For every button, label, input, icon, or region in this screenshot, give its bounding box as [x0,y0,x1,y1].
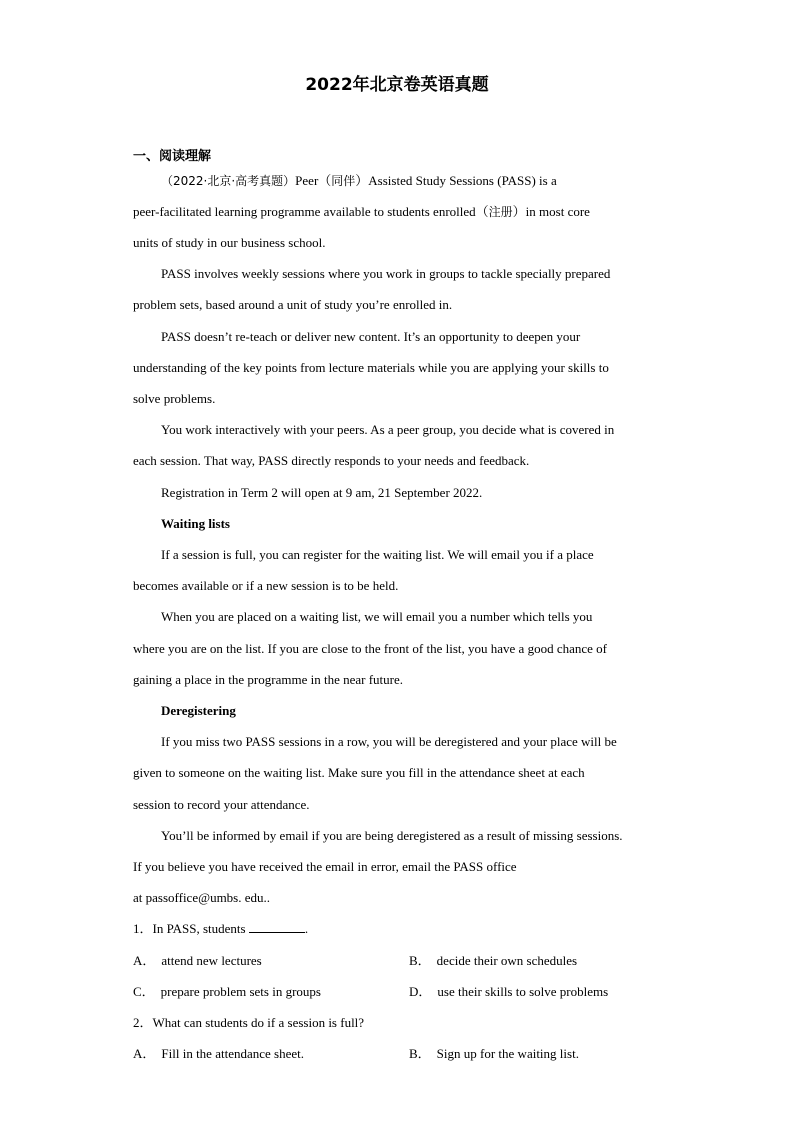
passage-line: given to someone on the waiting list. Make sure you fill in the attendance sheet at each [133,765,585,780]
option-d[interactable] [409,983,608,1001]
passage-line: problem sets, based around a unit of study you’re enrolled in. [133,297,453,312]
passage-line: session to record your attendance. [133,797,310,812]
option-letter: B． [409,953,431,968]
option-a[interactable] [133,1045,304,1063]
passage-line: You’ll be informed by email if you are being deregistered as a result of missing sessions. [161,828,623,843]
option-text: prepare problem sets in groups [160,984,321,999]
passage-line [133,203,590,221]
passage-line: If a session is full, you can register for the waiting list. We will email you if a place [161,547,594,562]
passage-line: units of study in our business school. [133,235,326,250]
gloss-cn: 注册 [488,205,513,219]
gloss-cn: 同伴 [331,174,356,188]
option-b[interactable] [409,1045,579,1063]
option-letter: D． [409,984,432,999]
source-tag: （2022·北京·高考真题） [161,174,296,188]
passage-line: where you are on the list. If you are close to the front of the list, you have a good chance of [133,641,607,656]
option-text: decide their own schedules [436,953,578,968]
question-stem: 2．What can students do if a session is full? [133,1015,365,1030]
question-stem [133,920,308,938]
text-span: Peer（ [295,173,332,188]
option-text: use their skills to solve problems [437,984,609,999]
passage-line: PASS doesn’t re-teach or deliver new content. It’s an opportunity to deepen your [161,329,581,344]
text-span: ）in most core [512,204,590,219]
option-letter: A． [133,1046,156,1061]
text-span: ）Assisted Study Sessions (PASS) is a [355,173,557,188]
text-span: peer-facilitated learning programme available to students enrolled（ [133,204,489,219]
passage-line: understanding of the key points from lecture materials while you are applying your skills to [133,360,609,375]
passage-line: PASS involves weekly sessions where you work in groups to tackle specially prepared [161,266,611,281]
passage-line: gaining a place in the programme in the near future. [133,672,404,687]
page-title: 2022年北京卷英语真题 [305,75,489,95]
question-text: . [304,921,309,936]
subheading-deregistering: Deregistering [161,703,236,718]
option-text: Sign up for the waiting list. [436,1046,579,1061]
option-c[interactable] [133,983,321,1001]
question-text: 1．In PASS, students [133,921,246,936]
option-letter: B． [409,1046,431,1061]
section-heading: 一、阅读理解 [133,149,212,164]
passage-line: at passoffice@umbs. edu.. [133,890,271,905]
option-text: Fill in the attendance sheet. [161,1046,304,1061]
passage-line: You work interactively with your peers. As a peer group, you decide what is covered in [161,422,615,437]
option-b[interactable] [409,952,577,970]
passage-line: becomes available or if a new session is to be held. [133,578,399,593]
passage-line: solve problems. [133,391,216,406]
passage-line: If you miss two PASS sessions in a row, you will be deregistered and your place will be [161,734,617,749]
option-text: attend new lectures [161,953,262,968]
answer-blank [249,920,305,933]
passage-line [161,172,557,190]
passage-line: Registration in Term 2 will open at 9 am, 21 September 2022. [161,485,483,500]
passage-line: each session. That way, PASS directly responds to your needs and feedback. [133,453,530,468]
option-a[interactable] [133,952,262,970]
option-letter: A． [133,953,156,968]
option-letter: C． [133,984,155,999]
subheading-waiting-lists: Waiting lists [161,516,230,531]
passage-line: When you are placed on a waiting list, we will email you a number which tells you [161,609,593,624]
passage-line: If you believe you have received the email in error, email the PASS office [133,859,517,874]
